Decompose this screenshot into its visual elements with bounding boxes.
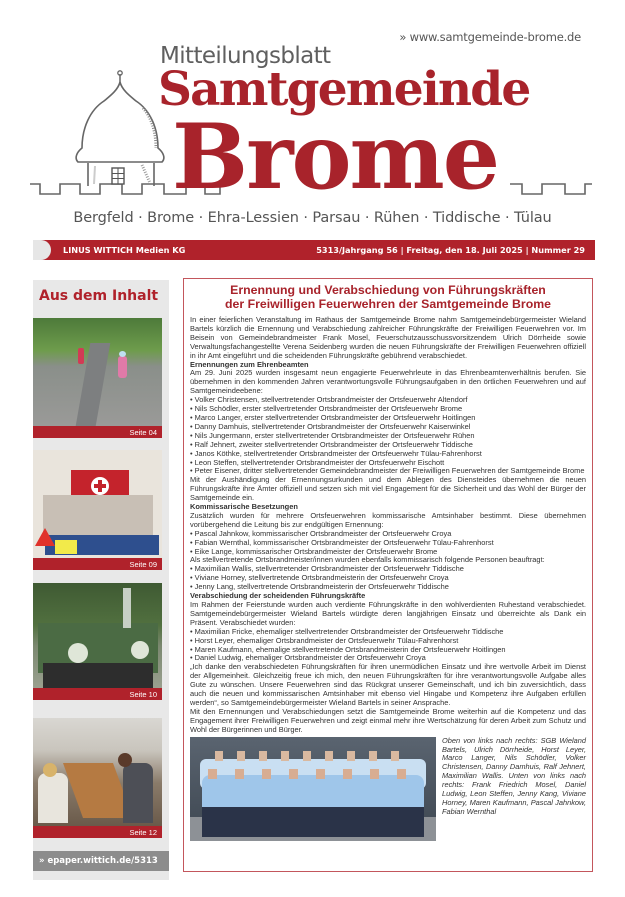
masthead-title-line1: Samtgemeinde — [158, 62, 530, 117]
section-heading: Ernennungen zum Ehrenbeamten — [190, 359, 309, 369]
epaper-link[interactable]: » epaper.wittich.de/5313 — [33, 851, 169, 871]
masthead-subtitle: Mitteilungsblatt — [160, 43, 331, 69]
page-label: Seite 12 — [33, 826, 162, 838]
member-villages-list: Bergfeld · Brome · Ehra-Lessien · Parsau · Rühen · Tiddische · Tülau — [73, 210, 552, 226]
photo-caption: Oben von links nach rechts: SGB Wieland Bartels, Ulrich Dörrheide, Horst Leyer, Marco Langer, Nils Schödler, Volker Christensen, Danny Damhuis, Ralf Jehnert, Maximilian Wallis. Unten von links nach rechts: Frank Friedrich Mosel, Daniel Ludwig, Leon Steffen, Jenny Kang, Viviane Horney, Maren Kaufmann, Pascal Jahnkow, Fabian Wernthal — [442, 735, 586, 816]
list-item: • Pascal Jahnkow, kommissarischer Ortsbrandmeister der Ortsfeuerwehr Croya — [190, 530, 586, 539]
page-label: Seite 09 — [33, 558, 162, 570]
list-item: • Nils Jungermann, erster stellvertretender Ortsbrandmeister der Ortsfeuerwehr Rühen — [190, 432, 586, 441]
list-item: • Marco Langer, erster stellvertretender Ortsbrandmeister der Ortsfeuerwehr Hoitlingen — [190, 414, 586, 423]
main-article — [183, 278, 593, 872]
list-item: • Maren Kaufmann, ehemalige stellvertretende Ortsbrandmeisterin der Ortsfeuerwehr Hoitlingen — [190, 646, 586, 655]
contents-item-page-10[interactable] — [33, 583, 162, 700]
list-item: • Maximilian Wallis, stellvertretender Ortsbrandmeister der Ortsfeuerwehr Tiddische — [190, 565, 586, 574]
list-item: • Ralf Jehnert, zweiter stellvertretender Ortsbrandmeister der Ortsfeuerwehr Tiddische — [190, 441, 586, 450]
list-item: • Danny Damhuis, stellvertretender Ortsbrandmeister der Ortsfeuerwehr Kaiserwinkel — [190, 423, 586, 432]
article-body — [190, 316, 586, 735]
list-item: • Eike Lange, kommissarischer Ortsbrandmeister der Ortsfeuerwehr Brome — [190, 548, 586, 557]
group-dining-terrace-photo — [33, 718, 162, 826]
section-text: Als stellvertretende Ortsbrandmeister/innen wurden ebenfalls kommissarisch folgende Personen beauftragt: — [190, 555, 545, 565]
article-title-line2: der Freiwilligen Feuerwehren der Samtgemeinde Brome — [225, 297, 551, 311]
list-item: • Nils Schödler, erster stellvertretender Ortsbrandmeister der Ortsfeuerwehr Brome — [190, 405, 586, 414]
mayor-quote: „Ich danke den verabschiedeten Führungskräften für ihren unermüdlichen Einsatz und ihre wertvolle Arbeit im Dienst der Allgemeinheit. Gleichzeitig freue ich mich, den neuen Führungskräften für ihre verantwortungsvolle Aufgabe alles Gute zu wünschen. Unsere Feuerwehren sind das Rückgrat unserer Gemeinschaft, und ich bin zuversichtlich, dass auch die neuen und kommissarischen Amtsinhaber mit ebenso viel Hingabe und Kompetenz ihre Aufgaben erfüllen werden“, so Samtgemeindebürgermeister Wieland Bartels in seiner Ansprache. — [190, 662, 586, 707]
sidebar-title: Aus dem Inhalt — [39, 288, 159, 304]
list-item: • Maximilian Fricke, ehemaliger stellvertretender Ortsbrandmeister der Ortsfeuerwehr Tiddische — [190, 628, 586, 637]
contents-item-page-09[interactable] — [33, 450, 162, 570]
contents-item-page-04[interactable] — [33, 318, 162, 438]
list-item: • Fabian Wernthal, kommissarischer Ortsbrandmeister der Ortsfeuerwehr Tülau-Fahrenhorst — [190, 539, 586, 548]
article-intro: In einer feierlichen Veranstaltung im Rathaus der Samtgemeinde Brome nahm Samtgemeindebürgermeister Wieland Bartels kürzlich die Ernennung und Verabschiedung zahlreicher Führungskräfte der Freiwilligen Feuerwehren vor. Im Beisein von Gemeindebrandmeister Frank Mosel, Feuerschutzausschussvorsitzendem Ulrich Dörrheide sowie Verwaltungsfachangestellte Verena Seidenberg wurden die neuen Führungskräfte der Freiwilligen Feuerwehren offiziell in ihr Amt eingeführt und die scheidenden Führungskräfte gebührend verabschiedet. — [190, 315, 586, 360]
red-cross-first-aid-group-photo — [33, 450, 162, 558]
firefighter-leaders-group-photo — [190, 737, 436, 841]
page-label: Seite 04 — [33, 426, 162, 438]
website-link[interactable]: » www.samtgemeinde-brome.de — [399, 30, 581, 44]
article-title — [190, 283, 586, 311]
section-heading: Verabschiedung der scheidenden Führungskräfte — [190, 591, 366, 601]
article-photo-row — [190, 737, 586, 841]
publisher-name: LINUS WITTICH Medien KG — [63, 245, 186, 255]
page-label: Seite 10 — [33, 688, 162, 700]
issue-bar-tab-decoration — [33, 240, 51, 260]
contents-item-page-12[interactable] — [33, 718, 162, 838]
article-closing: Mit den Ernennungen und Verabschiedungen setzt die Samtgemeinde Brome weiterhin auf die Kompetenz und das Engagement ihrer Freiwilligen Feuerwehren und zeigt einmal mehr ihre Wertschätzung für deren Arbeit zum Schutz und Wohl der Bürgerinnen und Bürger. — [190, 706, 586, 734]
section-closing: Mit der Aushändigung der Ernennungsurkunden und dem Ablegen des Diensteides übernehmen die neuen Führungskräfte ihre Ämter offiziell und setzen sich mit viel Engagement für die Sicherheit und das Wohl der Bürger der Samtgemeinde ein. — [190, 475, 586, 503]
list-item: • Volker Christensen, stellvertretender Ortsbrandmeister der Ortsfeuerwehr Altendorf — [190, 396, 586, 405]
article-title-line1: Ernennung und Verabschiedung von Führungskräften — [230, 283, 546, 297]
issue-info-bar — [33, 240, 595, 260]
list-item: • Horst Leyer, ehemaliger Ortsbrandmeister der Ortsfeuerwehr Tülau-Fahrenhorst — [190, 637, 586, 646]
issue-info: 5313/Jahrgang 56 | Freitag, den 18. Juli 2025 | Nummer 29 — [316, 245, 585, 255]
children-cycling-photo — [33, 318, 162, 426]
section-text: Im Rahmen der Feierstunde wurden auch verdiente Führungskräfte in den wohlverdienten Ruhestand verabschiedet. Samtgemeindebürgermeister Wieland Bartels würdigte deren langjährigen Einsatz und überreichte als Dank ein Präsent. Verabschiedet wurden: — [190, 600, 586, 627]
list-item: • Viviane Horney, stellvertretende Ortsbrandmeisterin der Ortsfeuerwehr Croya — [190, 574, 586, 583]
list-item: • Jenny Lang, stellvertretende Ortsbrandmeisterin der Ortsfeuerwehr Tiddische — [190, 583, 586, 592]
contents-sidebar — [33, 280, 169, 880]
marksmen-club-group-photo — [33, 583, 162, 688]
list-item: • Janos Köthke, stellvertretender Ortsbrandmeister der Ortsfeuerwehr Tülau-Fahrenhorst — [190, 450, 586, 459]
section-text: Am 29. Juni 2025 wurden insgesamt neun engagierte Feuerwehrleute in das Ehrenbeamtenverhältnis berufen. Sie übernehmen in den kommenden Jahren verantwortungsvolle Führungsaufgaben in den örtlichen Feuerwehren und auf Samtgemeindeebene: — [190, 368, 586, 396]
section-heading: Kommissarische Besetzungen — [190, 502, 298, 512]
list-item: • Leon Steffen, stellvertretender Ortsbrandmeister der Ortsfeuerwehr Eischott — [190, 459, 586, 468]
list-item: • Peter Eisener, dritter stellvertretender Gemeindebrandmeister der Freiwilligen Feuerwehren der Samtgemeinde Brome — [190, 467, 586, 476]
masthead-title-line2: Brome — [172, 104, 499, 210]
section-text: Zusätzlich wurden für mehrere Ortsfeuerwehren kommissarische Amtsinhaber bestimmt. Diese übernehmen vorübergehend die Leitung bis zur endgültigen Ernennung: — [190, 510, 586, 529]
list-item: • Daniel Ludwig, ehemaliger Ortsbrandmeister der Ortsfeuerwehr Croya — [190, 654, 586, 663]
